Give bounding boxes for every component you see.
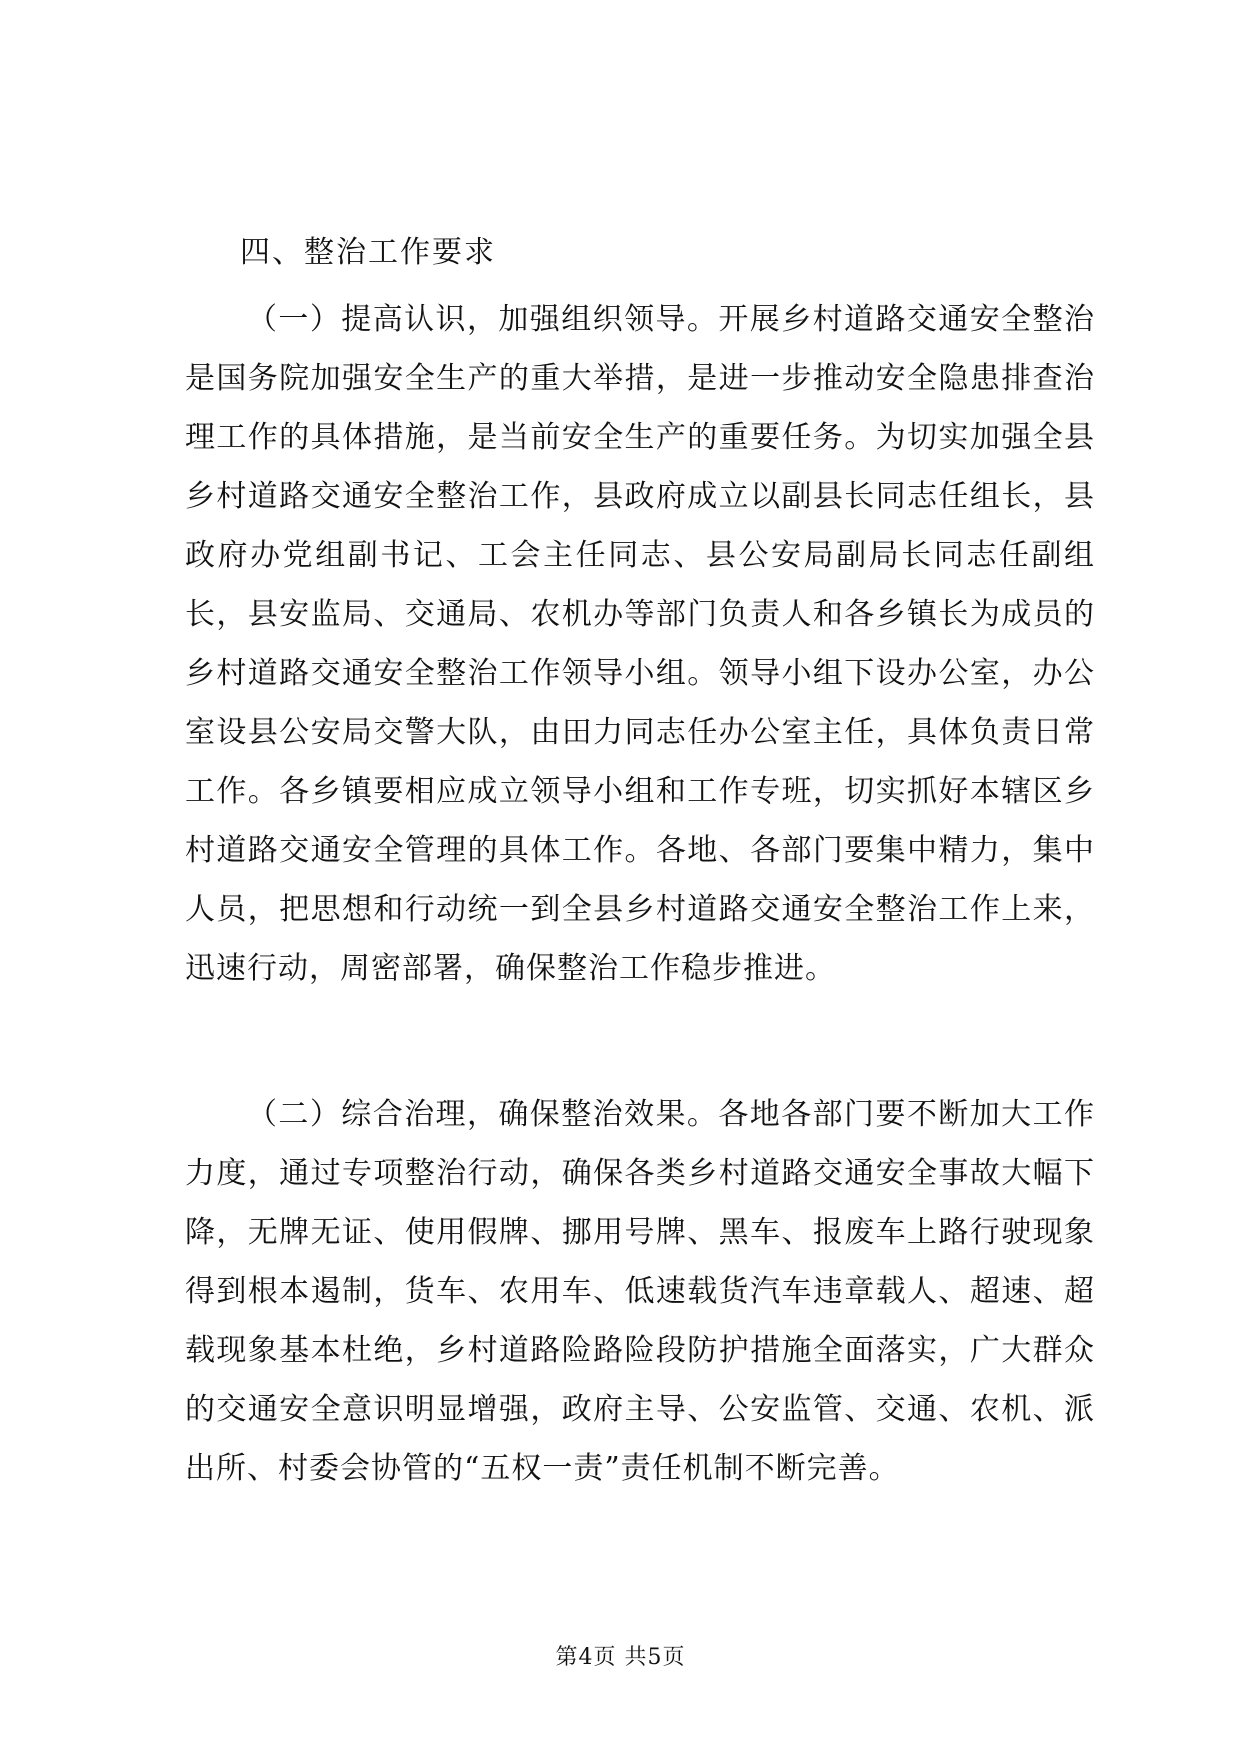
paragraph-1: （一）提高认识，加强组织领导。开展乡村道路交通安全整治是国务院加强安全生产的重大举措，是进一步推动安全隐患排查治理工作的具体措施，是当前安全生产的重要任务。为切实加强全县乡村道路交通安全整治工作，县政府成立以副县长同志任组长，县政府办党组副书记、工会主任同志、县公安局副局长同志任副组长，县安监局、交通局、农机办等部门负责人和各乡镇长为成员的乡村道路交通安全整治工作领导小组。领导小组下设办公室，办公室设县公安局交警大队，由田力同志任办公室主任，具体负责日常工作。各乡镇要相应成立领导小组和工作专班，切实抓好本辖区乡村道路交通安全管理的具体工作。各地、各部门要集中精力，集中人员，把思想和行动统一到全县乡村道路交通安全整治工作上来，迅速行动，周密部署，确保整治工作稳步推进。	[185, 302, 1095, 986]
section-heading: 四、整治工作要求	[240, 235, 496, 270]
page-number-footer: 第4页 共5页	[555, 1645, 686, 1670]
paragraph-2: （二）综合治理，确保整治效果。各地各部门要不断加大工作力度，通过专项整治行动，确保各类乡村道路交通安全事故大幅下降，无牌无证、使用假牌、挪用号牌、黑车、报废车上路行驶现象得到根本遏制，货车、农用车、低速载货汽车违章载人、超速、超载现象基本杜绝，乡村道路险路险段防护措施全面落实，广大群众的交通安全意识明显增强，政府主导、公安监管、交通、农机、派出所、村委会协管的“五权一责”责任机制不断完善。	[185, 1097, 1095, 1486]
